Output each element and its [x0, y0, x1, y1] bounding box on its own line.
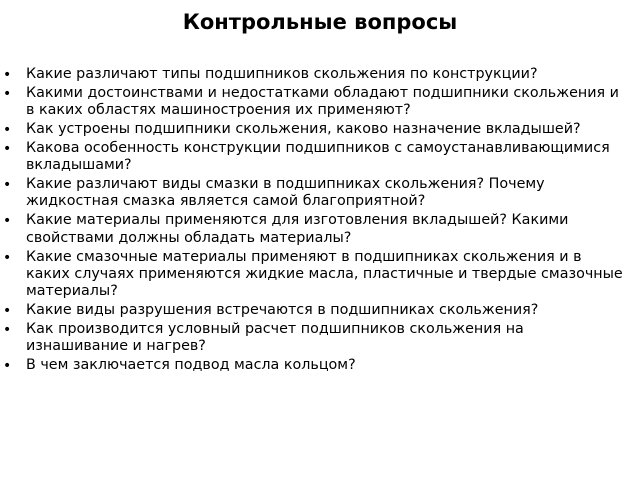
question-text: Какие смазочные материалы применяют в подшипниках скольжения и в каких случаях применяются жидкие масла, пластичные и твердые смазочные материалы? [26, 248, 623, 300]
list-item [0, 140, 628, 175]
list-item [0, 302, 628, 319]
list-item [0, 249, 628, 301]
list-item [0, 212, 628, 247]
slide-title: Контрольные вопросы [182, 10, 458, 34]
question-text: Какова особенность конструкции подшипников с самоустанавливающимися вкладышами? [26, 139, 610, 174]
list-item [0, 85, 628, 120]
list-item [0, 176, 628, 211]
list-item [0, 321, 628, 356]
bullet-icon: • [3, 85, 12, 102]
list-item [0, 121, 628, 138]
bullet-icon: • [3, 177, 12, 194]
question-text: Какие виды разрушения встречаются в подшипниках скольжения? [26, 302, 539, 319]
question-text: Какие различают виды смазки в подшипниках скольжения? Почему жидкостная смазка является самой благоприятной? [26, 176, 545, 210]
list-item [0, 66, 628, 83]
question-text: Как устроены подшипники скольжения, каково назначение вкладышей? [26, 121, 581, 138]
question-text: В чем заключается подвод масла кольцом? [26, 357, 356, 374]
bullet-icon: • [3, 358, 12, 375]
bullet-icon: • [3, 321, 12, 338]
bullet-icon: • [3, 140, 12, 157]
question-text: Какие различают типы подшипников скольжения по конструкции? [26, 66, 538, 82]
bullet-icon: • [3, 67, 12, 83]
question-text: Как производится условный расчет подшипников скольжения на изнашивание и нагрев? [26, 320, 524, 355]
bullet-icon: • [3, 213, 12, 230]
bullet-icon: • [3, 122, 12, 139]
bullet-icon: • [3, 303, 12, 320]
list-item [0, 357, 628, 374]
question-text: Какими достоинствами и недостатками обладают подшипники скольжения и в каких областях машиностроения их применяют? [26, 84, 619, 119]
bullet-icon: • [3, 249, 12, 266]
question-text: Какие материалы применяются для изготовления вкладышей? Какими свойствами должны обладать материалы? [26, 212, 569, 246]
question-list [0, 66, 628, 376]
